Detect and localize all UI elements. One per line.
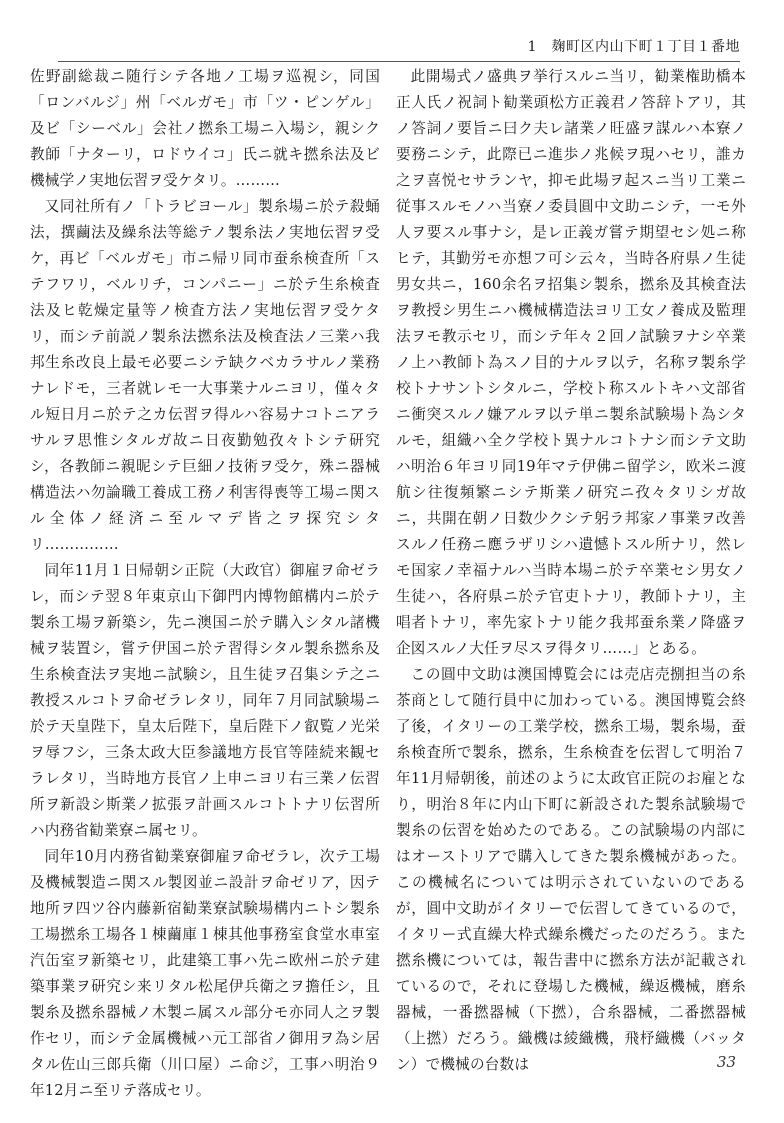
right-column [396, 64, 746, 1078]
paragraph: 此開場式ノ盛典ヲ挙行スルニ当リ，勧業権助橋本正人氏ノ祝詞ト勧業頭松方正義君ノ答辞トアリ，其ノ答詞ノ要旨ニ曰ク夫レ諸業ノ旺盛ヲ謀ルハ本寮ノ要務ニシテ，此際已ニ進歩ノ兆候ヲ現ハセリ，誰カ之ヲ喜悦セサランヤ，抑モ此場ヲ起スニ当リ工業ニ従事スルモノハ当寮ノ委員圓中文助ニシテ，一モ外人ヲ要スル事ナシ，是レ正義ガ嘗テ期望セシ処ニ称ヒテ，其勤労モ亦想フ可シ云々，当時各府県ノ生徒男女共ニ，160余名ヲ招集シ製糸，撚糸及其検査法ヲ教授シ男生ニハ機械構造法ヨリ工女ノ養成及監理法ヲモ教示セリ，而シテ年々２回ノ試験ヲナシ卒業ノ上ハ教師ト為スノ目的ナルヲ以テ，名称ヲ製糸学校トナサントシタルニ，学校ト称スルトキハ文部省ニ衝突スルノ嫌アルヲ以テ単ニ製糸試験場ト為シタルモ，組織ハ全ク学校ト異ナルコトナシ而シテ文助ハ明治６年ヨリ同19年マテ伊佛ニ留学シ，欧米ニ渡航シ往復頻繁ニシテ斯業ノ研究ニ孜々タリシガ故ニ，共開在朝ノ日数少クシテ躬ラ邦家ノ事業ヲ改善スルノ任務ニ應ラザリシハ遺憾トスル所ナリ，然レモ国家ノ幸福ナルハ当時本場ニ於テ卒業セシ男女ノ生徒ハ，各府県ニ於テ官吏トナリ，教師トナリ，主唱者トナリ，率先家トナリ能ク我邦蚕糸業ノ降盛ヲ企図スルノ大任ヲ尽スヲ得タリ……」とある。 [396, 68, 746, 657]
paragraph: 同年11月１日帰朝シ正院（大政官）御雇ヲ命ゼラレ，而シテ翌８年東京山下御門内博物館構内ニ於テ製糸工場ヲ新築シ，先ニ澳国ニ於テ購入シタル諸機械ヲ装置シ，嘗テ伊国ニ於テ習得シタル製糸撚糸及生糸検査法ヲ実地ニ試験シ，且生徒ヲ召集シテ之ニ教授スルコトヲ命ゼラレタリ，同年７月同試験場ニ於テ天皇陛下，皇太后陛下，皇后陛下ノ叡覧ノ光栄ヲ辱フシ，三条太政大臣参議地方長官等陸続来観セラレタリ，当時地方長官ノ上申ニヨリ右三業ノ伝習所ヲ新設シ斯業ノ拡張ヲ計画スルコトトナリ伝習所ハ内務省勧業寮ニ属セリ。 [30, 562, 380, 839]
header-rule [58, 61, 740, 62]
paragraph: この圓中文助は澳国博覧会には売店売捌担当の糸茶商として随行員中に加わっている。澳国博覧会終了後，イタリーの工業学校，撚糸工場，製糸場，蚕糸検査所で製糸，撚糸，生糸検査を伝習して明治７年11月帰朝後，前述のように太政官正院のお雇となり，明治８年に内山下町に新設された製糸試験場で製糸の伝習を始めたのである。この試験場の内部にはオーストリアで購入してきた製糸機械があった。この機械名については明示されていないのであるが，圓中文助がイタリーで伝習してきているので，イタリー式直繰大枠式繰糸機だったのだろう。また撚糸機については，報告書中に撚糸方法が記載されているので，それに登場した機械，繰返機械，磨糸器械，一番撚器械（下撚），合糸器械，二番撚器械（上撚）だろう。織機は綾織機，飛杼織機（バッタン）で機械の台数は [396, 666, 746, 1073]
paragraph: 佐野副総裁ニ随行シテ各地ノ工場ヲ巡視シ，同国「ロンバルジ」州「ベルガモ」市「ツ・ピンゲル」及ビ「シーベル」会社ノ撚糸工場ニ入場シ，親シク教師「ナターリ，ロドウイコ」氏ニ就キ撚糸法及ビ機械学ノ実地伝習ヲ受ケタリ。……… [30, 68, 380, 189]
running-header [528, 36, 740, 56]
left-column [30, 64, 380, 1104]
paragraph: 同年10月内務省勧業寮御雇ヲ命ゼラレ，次テ工場及機械製造ニ関スル製図並ニ設計ヲ命ゼリア，因テ地所ヲ四ツ谷内藤新宿勧業寮試験場構内ニトシ製糸工場撚糸工場各１棟繭庫１棟其他事務室食堂水車室汽缶室ヲ新築セリ，此建築工事ハ先ニ欧州ニ於テ建築事業ヲ研究シ来リタル松尾伊兵衛之ヲ擔任シ，且製糸及撚糸器械ノ木製ニ属スル部分モ亦同人之ヲ製作セリ，而シテ金属機械ハ元工部省ノ御用ヲ為シ居タル佐山三郎兵衛（川口屋）ニ命ジ，工事ハ明治９年12月ニ至リテ落成セリ。 [30, 848, 380, 1099]
paragraph: 又同社所有ノ「トラビヨール」製糸場ニ於テ殺蛹法，撰繭法及繰糸法等総テノ製糸法ノ実地伝習ヲ受ケ，再ビ「ベルガモ」市ニ帰リ同市蚕糸検査所「ステフワリ，ベルリチ，コンパニー」ニ於テ生糸検査法及ヒ乾燥定量等ノ検査方法ノ実地伝習ヲ受ケタリ，而シテ前説ノ製糸法撚糸法及検査法ノ三業ハ我邦生糸改良上最モ必要ニシテ缺クベカラサルノ業務ナレドモ，三者就レモ一大事業ナルニヨリ，僅々タル短日月ニ於テ之カ伝習ヲ得ルハ容易ナコトニアラサルヲ思惟シタルガ故ニ日夜勤勉孜々トシテ研究シ，各教師ニ親昵シテ巨細ノ技術ヲ受ケ，殊ニ器械構造法ハ勿論職工養成工務ノ利害得喪等工場ニ関スル全体ノ経済ニ至ルマデ皆之ヲ探究シタリ…………… [30, 198, 380, 553]
page-number: 33 [716, 1053, 736, 1071]
header-text: 1 麹町区内山下町１丁目１番地 [527, 39, 740, 55]
